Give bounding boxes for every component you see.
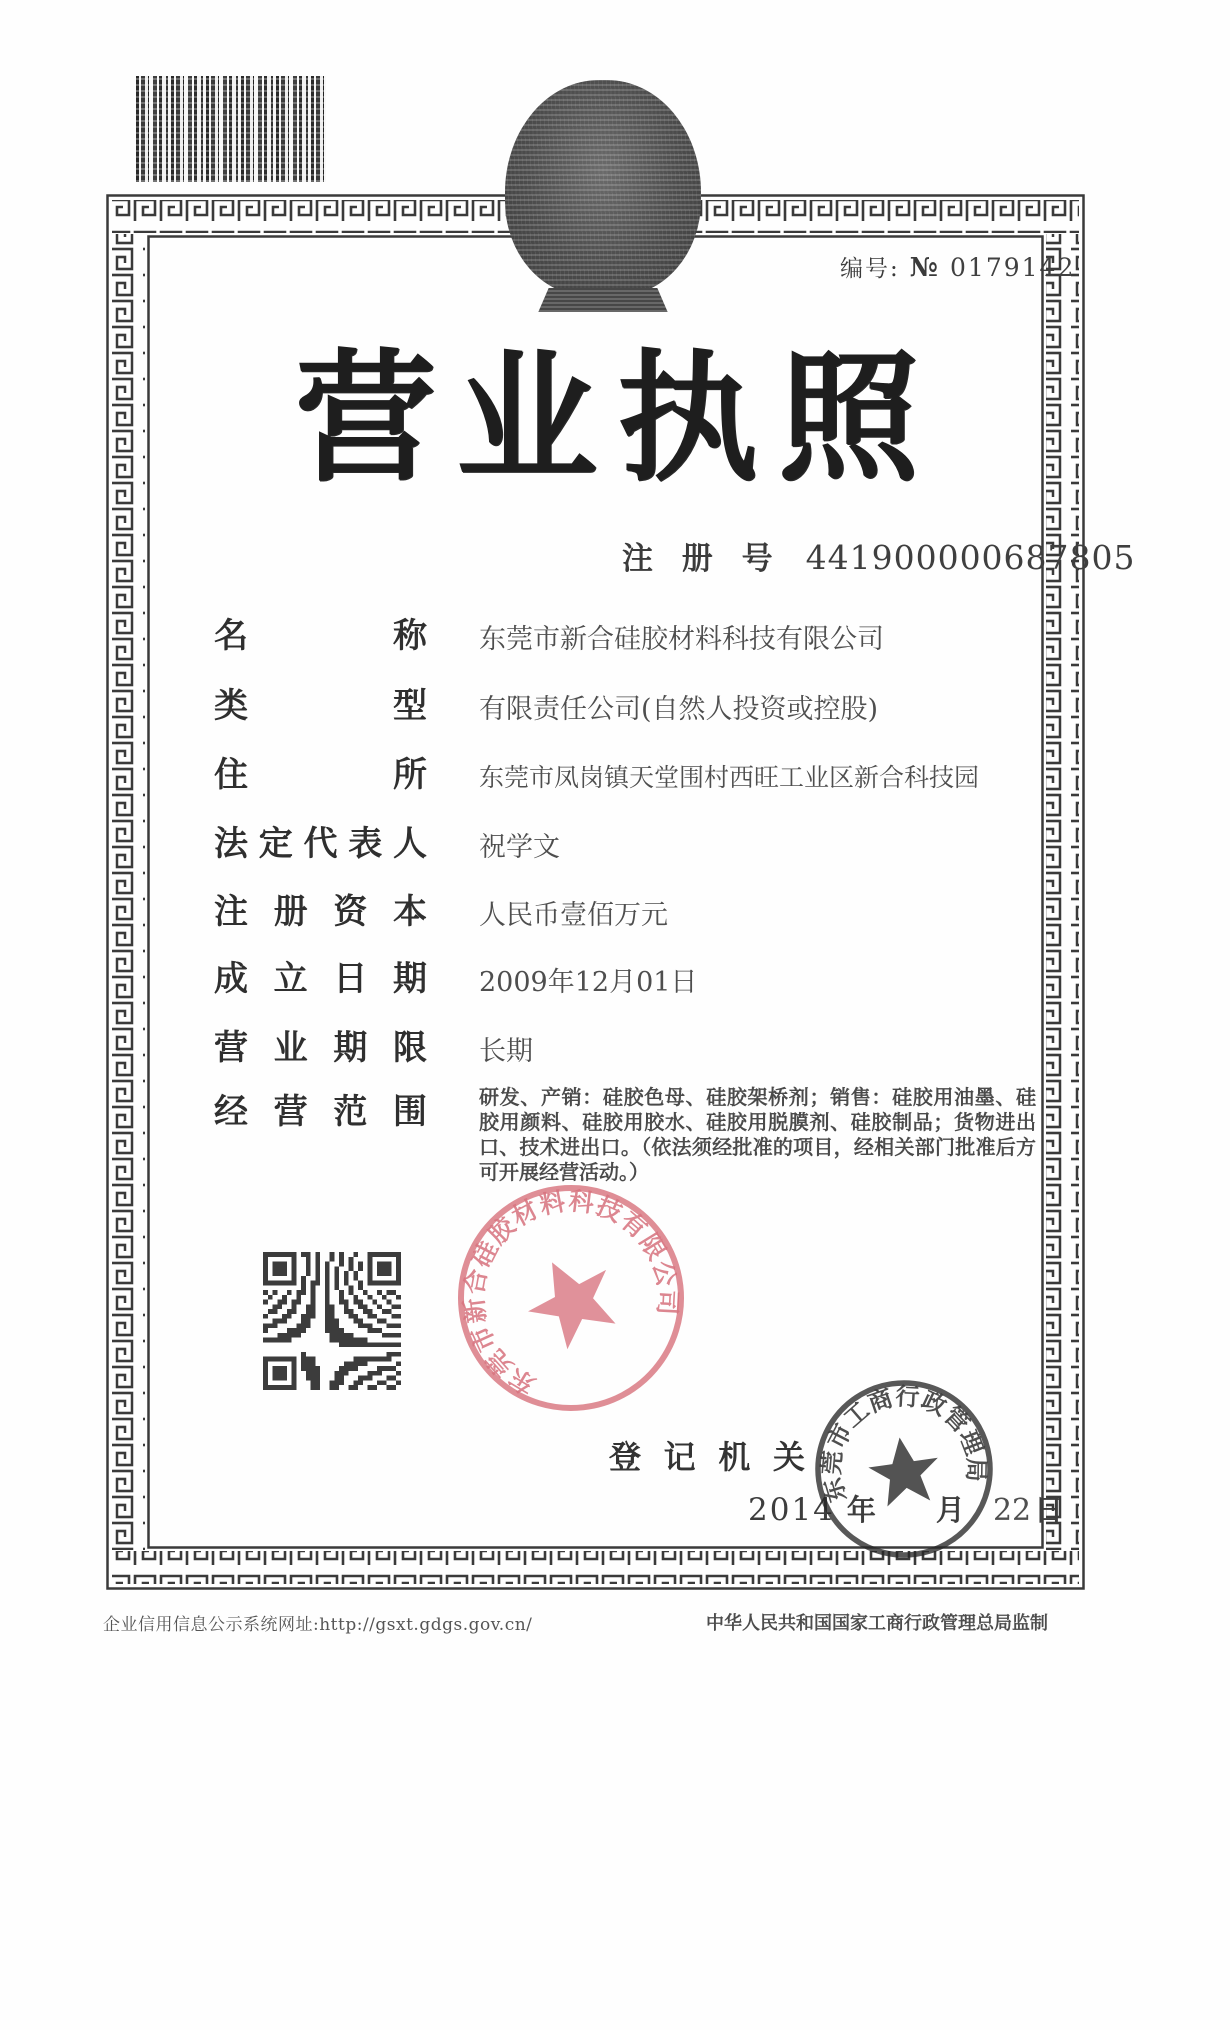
field-label: 名 称 bbox=[214, 616, 427, 656]
field-label: 注 册 资 本 bbox=[214, 892, 427, 932]
field-value: 人民币壹佰万元 bbox=[479, 900, 668, 931]
field-label: 类 型 bbox=[214, 686, 427, 726]
registry-authority-label: 登 记 机 关 bbox=[609, 1438, 805, 1476]
footer-issuing-authority: 中华人民共和国国家工商行政管理总局监制 bbox=[706, 1613, 1048, 1634]
field-value: 祝学文 bbox=[479, 832, 560, 863]
field-row-legal-rep bbox=[214, 826, 1038, 864]
document-title: 营 业 执 照 bbox=[295, 336, 919, 501]
company-seal-text: 东莞市新合硅胶材料科技有限公司 bbox=[459, 1186, 683, 1401]
numero-sign: № bbox=[909, 253, 939, 283]
national-emblem-image bbox=[505, 80, 701, 296]
barcode-image bbox=[136, 76, 326, 182]
field-label: 成 立 日 期 bbox=[214, 959, 427, 999]
field-value: 长期 bbox=[479, 1036, 533, 1067]
footer-public-info-url: 企业信用信息公示系统网址:http://gsxt.gdgs.gov.cn/ bbox=[103, 1615, 533, 1635]
field-row-founded bbox=[214, 961, 1038, 999]
field-row-address bbox=[214, 757, 1038, 794]
field-row-capital bbox=[214, 894, 1038, 932]
field-row-name bbox=[214, 618, 1038, 656]
issue-day: 22 bbox=[992, 1493, 1032, 1528]
field-label: 经 营 范 围 bbox=[214, 1092, 427, 1132]
serial-number-line bbox=[840, 250, 1075, 283]
authority-seal-text: 东莞市工商行政管理局 bbox=[816, 1381, 992, 1506]
field-value: 研发、产销：硅胶色母、硅胶架桥剂；销售：硅胶用油墨、硅胶用颜料、硅胶用胶水、硅胶用脱膜剂、硅胶制品；货物进出口、技术进出口。（依法须经批准的项目，经相关部门批准后方可开展经营活动。） bbox=[479, 1085, 1036, 1184]
month-unit: 月 bbox=[935, 1493, 965, 1527]
year-unit: 年 bbox=[846, 1493, 876, 1527]
issue-year: 2014 bbox=[748, 1492, 835, 1528]
field-label: 住 所 bbox=[214, 755, 427, 795]
registration-number: 441900000687805 bbox=[805, 538, 1136, 577]
field-value: 东莞市新合硅胶材料科技有限公司 bbox=[479, 624, 884, 655]
field-value: 2009年12月01日 bbox=[479, 967, 698, 998]
serial-number: 0179142 bbox=[950, 253, 1076, 282]
field-label: 法 定 代 表 人 bbox=[214, 824, 427, 864]
field-label: 营 业 期 限 bbox=[214, 1028, 427, 1068]
field-row-type bbox=[214, 688, 1038, 726]
day-unit: 日 bbox=[1034, 1493, 1064, 1527]
field-value: 东莞市凤岗镇天堂围村西旺工业区新合科技园 bbox=[479, 763, 980, 792]
qr-code bbox=[263, 1251, 401, 1391]
authority-seal bbox=[812, 1377, 996, 1561]
field-row-business-scope bbox=[214, 1085, 1038, 1185]
field-row-term bbox=[214, 1030, 1038, 1068]
field-value: 有限责任公司(自然人投资或控股) bbox=[479, 694, 879, 725]
company-seal bbox=[453, 1180, 689, 1416]
serial-label: 编号: bbox=[840, 256, 900, 282]
registration-number-line bbox=[622, 533, 1136, 578]
registration-label: 注 册 号 bbox=[622, 541, 782, 577]
